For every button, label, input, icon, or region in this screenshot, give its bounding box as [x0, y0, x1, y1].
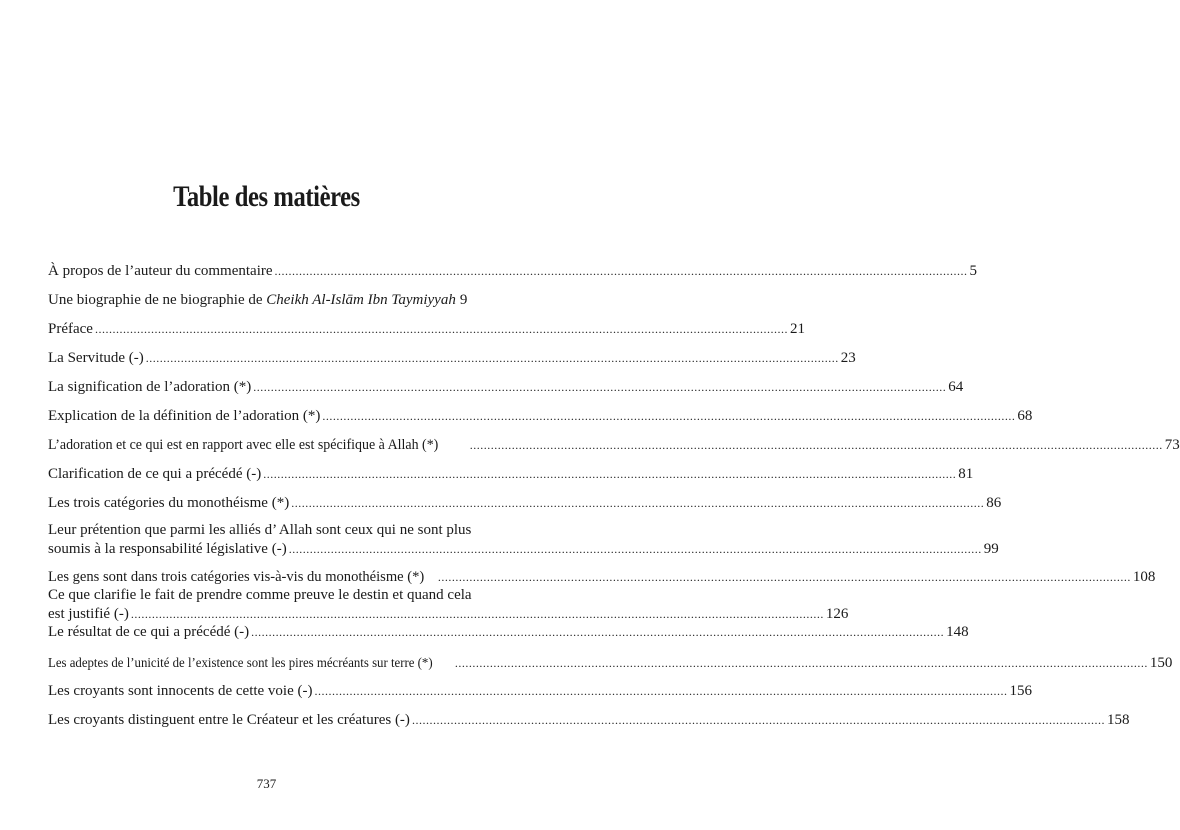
toc-entry-text: Une biographie de ne biographie de Cheikh Al-Islām Ibn Taymiyyah	[48, 292, 456, 308]
toc-entry-page: 86	[986, 495, 1002, 511]
toc-entry-page: 148	[946, 624, 969, 640]
dot-leader	[263, 465, 956, 484]
toc-entry-page: 68	[1017, 408, 1033, 424]
toc-entry-text: Clarification de ce qui a précédé (-)	[48, 466, 262, 482]
toc-entry	[48, 623, 969, 642]
toc-entry-text: soumis à la responsabilité législative (-)	[48, 541, 287, 557]
toc-entry-text: À propos de l’auteur du commentaire	[48, 263, 273, 279]
dot-leader	[470, 436, 1163, 455]
toc-entry-page: 158	[1106, 712, 1130, 728]
toc-entry-page: 99	[983, 541, 999, 557]
toc-entry-page: 150	[1149, 655, 1173, 671]
toc-entry	[48, 291, 468, 310]
toc-entry-text: La signification de l’adoration (*)	[48, 379, 252, 395]
toc-entry-text: Les adeptes de l’unicité de l’existence sont les pires mécréants sur terre (*)	[48, 655, 433, 670]
toc-entry	[48, 682, 1032, 701]
toc-entry-text: La Servitude (-)	[48, 350, 144, 366]
toc-entry-page: 73	[1164, 437, 1180, 453]
dot-leader	[146, 349, 839, 368]
toc-entry-text: Le résultat de ce qui a précédé (-)	[48, 624, 250, 640]
toc-entry-page: 23	[840, 350, 856, 366]
toc-entry	[48, 262, 978, 281]
toc-entry-page: 5	[969, 263, 978, 279]
toc-entry	[48, 407, 1033, 426]
toc-entry	[48, 378, 964, 397]
toc-entry-page: 156	[1009, 683, 1032, 699]
toc-entry	[48, 320, 805, 339]
page-number: 737	[256, 776, 277, 791]
dot-leader	[438, 568, 1131, 587]
toc-entry-text: est justifié (-)	[48, 606, 129, 622]
toc-entry-text: Les croyants sont innocents de cette voie (-)	[48, 683, 313, 699]
toc-entry-italic: Cheikh Al-Islām Ibn Taymiyyah	[266, 292, 456, 308]
toc-entry	[48, 349, 856, 368]
toc-entry-page: 9	[459, 292, 468, 308]
dot-leader	[455, 654, 1148, 673]
toc-entry-page: 64	[948, 379, 964, 395]
toc-entry	[48, 568, 1156, 587]
dot-leader	[322, 407, 1015, 426]
toc-entry	[48, 521, 999, 559]
toc-entry-text: L’adoration et ce qui est en rapport avec elle est spécifique à Allah (*)	[48, 437, 439, 453]
toc-entry	[48, 586, 849, 624]
toc-entry	[48, 711, 1130, 730]
toc-entry-text-line1: Ce que clarifie le fait de prendre comme preuve le destin et quand cela	[48, 587, 472, 603]
dot-leader	[251, 623, 944, 642]
toc-entry	[48, 436, 1180, 455]
toc-entry-text-line1: Leur prétention que parmi les alliés d’ Allah sont ceux qui ne sont plus	[48, 522, 472, 538]
toc-entry-page: 81	[958, 466, 974, 482]
dot-leader	[412, 711, 1105, 730]
dot-leader	[131, 605, 824, 624]
toc-entry	[48, 494, 1002, 513]
toc-entry-text: Les trois catégories du monothéisme (*)	[48, 495, 290, 511]
toc-entry-page: 108	[1132, 569, 1156, 585]
toc-entry-page: 126	[825, 606, 849, 622]
toc-entry-text: Les croyants distinguent entre le Créateur et les créatures (-)	[48, 712, 410, 728]
dot-leader	[95, 320, 788, 339]
dot-leader	[275, 262, 968, 281]
toc-entry	[48, 653, 1173, 673]
toc-entry-text: Préface	[48, 321, 93, 337]
toc-entry-page: 21	[789, 321, 805, 337]
dot-leader	[253, 378, 946, 397]
dot-leader	[289, 540, 982, 559]
toc-entry-text: Explication de la définition de l’adoration (*)	[48, 408, 321, 424]
dot-leader	[291, 494, 984, 513]
page-title: Table des matières	[173, 180, 360, 213]
toc-entry	[48, 465, 974, 484]
toc-entry-text: Les gens sont dans trois catégories vis-à-vis du monothéisme (*)	[48, 569, 425, 585]
dot-leader	[315, 682, 1008, 701]
